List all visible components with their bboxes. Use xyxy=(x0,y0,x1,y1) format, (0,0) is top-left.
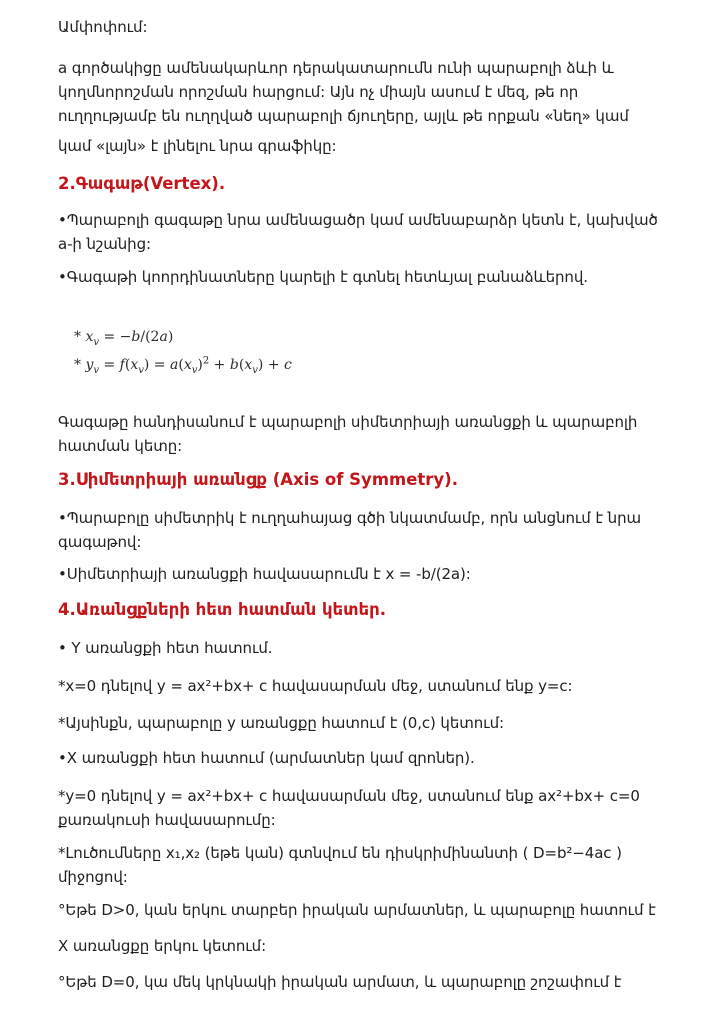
case-positive-discriminant-continued: X առանցքը երկու կետում: xyxy=(58,937,267,955)
y-intercept-heading: • Y առանցքի հետ հատում. xyxy=(58,639,273,657)
x-intercept-line-1: *y=0 դնելով y = ax²+bx+ c հավասարման մեջ, ստանում ենք ax²+bx+ c=0 քառակուսի հավասարումը: xyxy=(58,787,640,829)
section-2-paragraph: Գագաթը հանդիսանում է պարաբոլի սիմետրիայի առանցքի և պարաբոլի հատման կետը: xyxy=(58,413,638,455)
section-3-bullet-2: •Սիմետրիայի առանցքի հավասարումն է x = -b/(2a): xyxy=(58,565,471,583)
section-2-bullet-2: •Գագաթի կոորդինատները կարելի է գտնել հետևյալ բանաձևերով. xyxy=(58,268,588,286)
summary-paragraph-1: a գործակիցը ամենակարևոր դերակատարումն ունի պարաբոլի ձևի և կողմնորոշման որոշման հարցում: Այն ոչ միայն ասում է մեզ, թե որ ուղղությամբ են ուղղված պարաբոլի ճյուղերը, այլև թե որքան «նեղ» կամ xyxy=(58,59,629,125)
x-intercept-heading: •X առանցքի հետ հատում (արմատներ կամ զրոներ). xyxy=(58,749,475,767)
y-intercept-line-2: *Այսինքն, պարաբոլը y առանցքը հատում է (0,c) կետում: xyxy=(58,714,504,732)
section-3-bullet-1: •Պարաբոլը սիմետրիկ է ուղղահայաց գծի նկատմամբ, որն անցնում է նրա գագաթով: xyxy=(58,509,641,551)
section-2-title: 2.Գագաթ(Vertex). xyxy=(58,174,226,193)
section-2-bullet-1: •Պարաբոլի գագաթը նրա ամենացածր կամ ամենաբարձր կետն է, կախված a-ի նշանից: xyxy=(58,211,658,253)
summary-paragraph-2: կամ «լայն» է լինելու նրա գրաֆիկը: xyxy=(58,137,337,155)
section-3-title: 3.Սիմետրիայի առանցք (Axis of Symmetry). xyxy=(58,470,458,489)
y-intercept-line-1: *x=0 դնելով y = ax²+bx+ c հավասարման մեջ, ստանում ենք y=c: xyxy=(58,677,573,695)
section-4-title: 4.Առանցքների հետ հատման կետեր. xyxy=(58,600,387,619)
case-zero-discriminant: °Եթե D=0, կա մեկ կրկնակի իրական արմատ, և պարաբոլը շոշափում է xyxy=(58,973,622,991)
case-positive-discriminant: °Եթե D>0, կան երկու տարբեր իրական արմատներ, և պարաբոլը հատում է xyxy=(58,901,656,919)
vertex-y-formula: * $y_v = f(x_v) = a(x_v)^2 + b(x_v) + c$ xyxy=(74,355,292,376)
summary-heading: Ամփոփում: xyxy=(58,18,148,36)
x-intercept-line-2: *Լուծումները x₁,x₂ (եթե կան) գտնվում են դիսկրիմինանտի ( D=b²−4ac ) միջոցով: xyxy=(58,844,622,886)
vertex-x-formula: * $x_v = -b/(2a)$ xyxy=(74,329,174,348)
